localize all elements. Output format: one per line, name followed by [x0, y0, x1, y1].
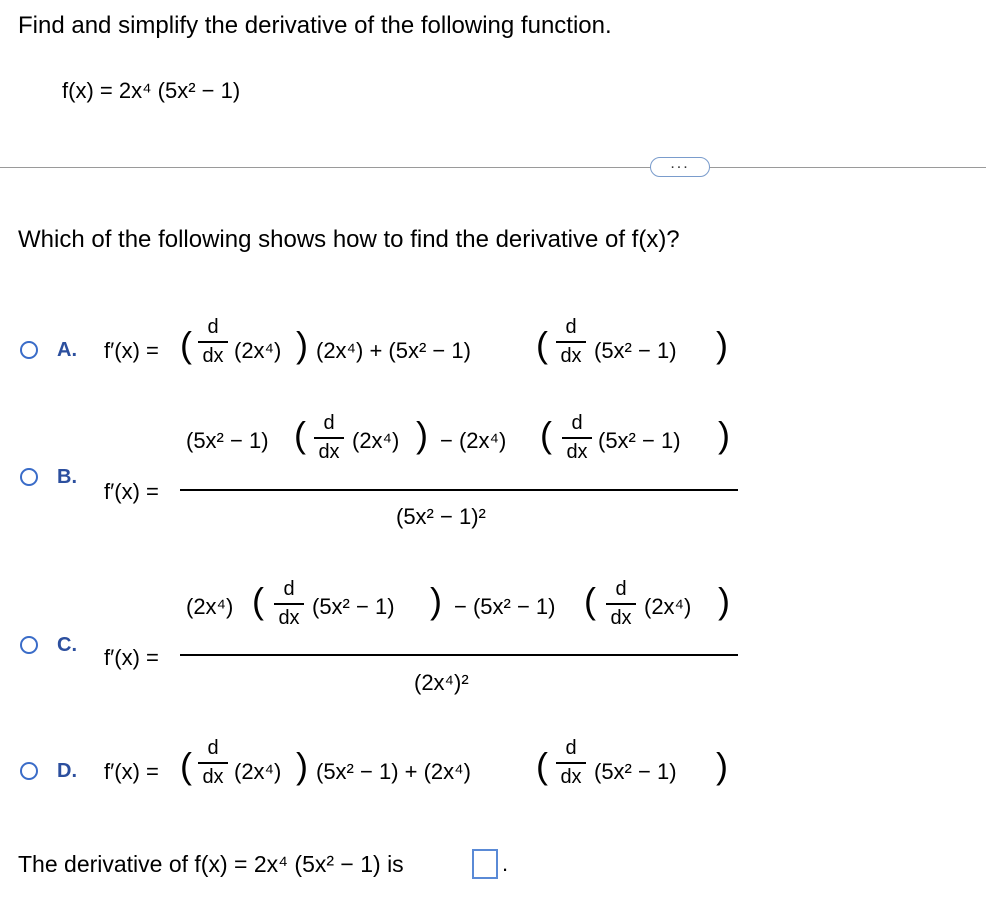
option-c-fraction-bar	[180, 654, 738, 656]
option-c-ddx-2	[606, 578, 636, 630]
ellipsis-icon: ...	[670, 155, 690, 172]
d-label: d	[565, 316, 577, 338]
option-a-f1: (2x⁴)	[234, 338, 282, 363]
option-d-letter[interactable]: D.	[57, 760, 77, 782]
option-a-radio[interactable]	[20, 341, 38, 359]
option-b-paren: )	[416, 414, 428, 455]
option-a-g1: (2x⁴) + (5x² − 1)	[316, 338, 471, 363]
option-c-radio[interactable]	[20, 636, 38, 654]
answer-suffix: .	[502, 851, 509, 876]
option-d-ddx-1	[198, 737, 228, 789]
d-label: d	[571, 412, 583, 434]
option-c-num-left: (2x⁴)	[186, 594, 234, 619]
dx-label: dx	[560, 765, 582, 788]
d-label: d	[565, 737, 577, 759]
option-d-lhs: f′(x) =	[104, 759, 159, 784]
option-d-ddx-2	[556, 737, 586, 789]
option-c-minus-term: − (5x² − 1)	[454, 594, 556, 619]
d-label: d	[323, 412, 335, 434]
option-a-paren: (	[180, 324, 192, 365]
option-c-paren: )	[430, 580, 442, 621]
option-c-letter[interactable]: C.	[57, 634, 77, 656]
option-b-paren: (	[540, 414, 552, 455]
dx-label: dx	[566, 440, 588, 463]
option-c-paren: )	[718, 580, 730, 621]
frac-bar	[556, 341, 586, 343]
dx-label: dx	[560, 344, 582, 367]
option-d-f2: (5x² − 1)	[594, 759, 677, 784]
function-expression: f(x) = 2x⁴ (5x² − 1)	[62, 78, 241, 103]
option-d-radio[interactable]	[20, 762, 38, 780]
option-b-num-left: (5x² − 1)	[186, 428, 269, 453]
option-b-fraction-bar	[180, 489, 738, 491]
answer-input[interactable]	[472, 849, 498, 879]
more-button[interactable]	[650, 157, 710, 177]
option-a-letter[interactable]: A.	[57, 339, 77, 361]
option-c-lhs: f′(x) =	[104, 645, 159, 670]
option-b-paren: (	[294, 414, 306, 455]
option-a-paren: )	[716, 324, 728, 365]
option-c-denominator: (2x⁴)²	[414, 670, 469, 695]
option-b-minus-term: − (2x⁴)	[440, 428, 507, 453]
option-b-lhs: f′(x) =	[104, 479, 159, 504]
option-c-paren: (	[252, 580, 264, 621]
dx-label: dx	[318, 440, 340, 463]
option-c-paren: (	[584, 580, 596, 621]
option-d-paren: )	[296, 745, 308, 786]
frac-bar	[314, 437, 344, 439]
option-a-lhs: f′(x) =	[104, 338, 159, 363]
option-a-ddx-2	[556, 316, 586, 368]
frac-bar	[606, 603, 636, 605]
option-b-letter[interactable]: B.	[57, 466, 77, 488]
option-d-paren: (	[180, 745, 192, 786]
option-c-f1: (5x² − 1)	[312, 594, 395, 619]
frac-bar	[198, 762, 228, 764]
option-b-f2: (5x² − 1)	[598, 428, 681, 453]
option-b-f1: (2x⁴)	[352, 428, 400, 453]
dx-label: dx	[610, 606, 632, 629]
frac-bar	[562, 437, 592, 439]
dx-label: dx	[278, 606, 300, 629]
frac-bar	[198, 341, 228, 343]
option-c-f2: (2x⁴)	[644, 594, 692, 619]
d-label: d	[207, 316, 219, 338]
option-b-denominator: (5x² − 1)²	[396, 504, 486, 529]
question-text: Which of the following shows how to find the derivative of f(x)?	[18, 226, 680, 253]
option-a-f2: (5x² − 1)	[594, 338, 677, 363]
frac-bar	[274, 603, 304, 605]
dx-label: dx	[202, 765, 224, 788]
option-b-ddx-2	[562, 412, 592, 464]
option-b-paren: )	[718, 414, 730, 455]
frac-bar	[556, 762, 586, 764]
d-label: d	[283, 578, 295, 600]
option-d-mid: (5x² − 1) + (2x⁴)	[316, 759, 471, 784]
option-c-ddx-1	[274, 578, 304, 630]
option-d-paren: (	[536, 745, 548, 786]
option-d-f1: (2x⁴)	[234, 759, 282, 784]
option-a-paren: )	[296, 324, 308, 365]
option-a-ddx	[198, 316, 228, 368]
option-b-radio[interactable]	[20, 468, 38, 486]
option-d-paren: )	[716, 745, 728, 786]
instruction-text: Find and simplify the derivative of the following function.	[18, 12, 612, 39]
divider	[0, 167, 986, 168]
dx-label: dx	[202, 344, 224, 367]
d-label: d	[207, 737, 219, 759]
answer-prefix: The derivative of f(x) = 2x⁴ (5x² − 1) is	[18, 851, 404, 877]
option-b-ddx-1	[314, 412, 344, 464]
option-a-paren: (	[536, 324, 548, 365]
d-label: d	[615, 578, 627, 600]
